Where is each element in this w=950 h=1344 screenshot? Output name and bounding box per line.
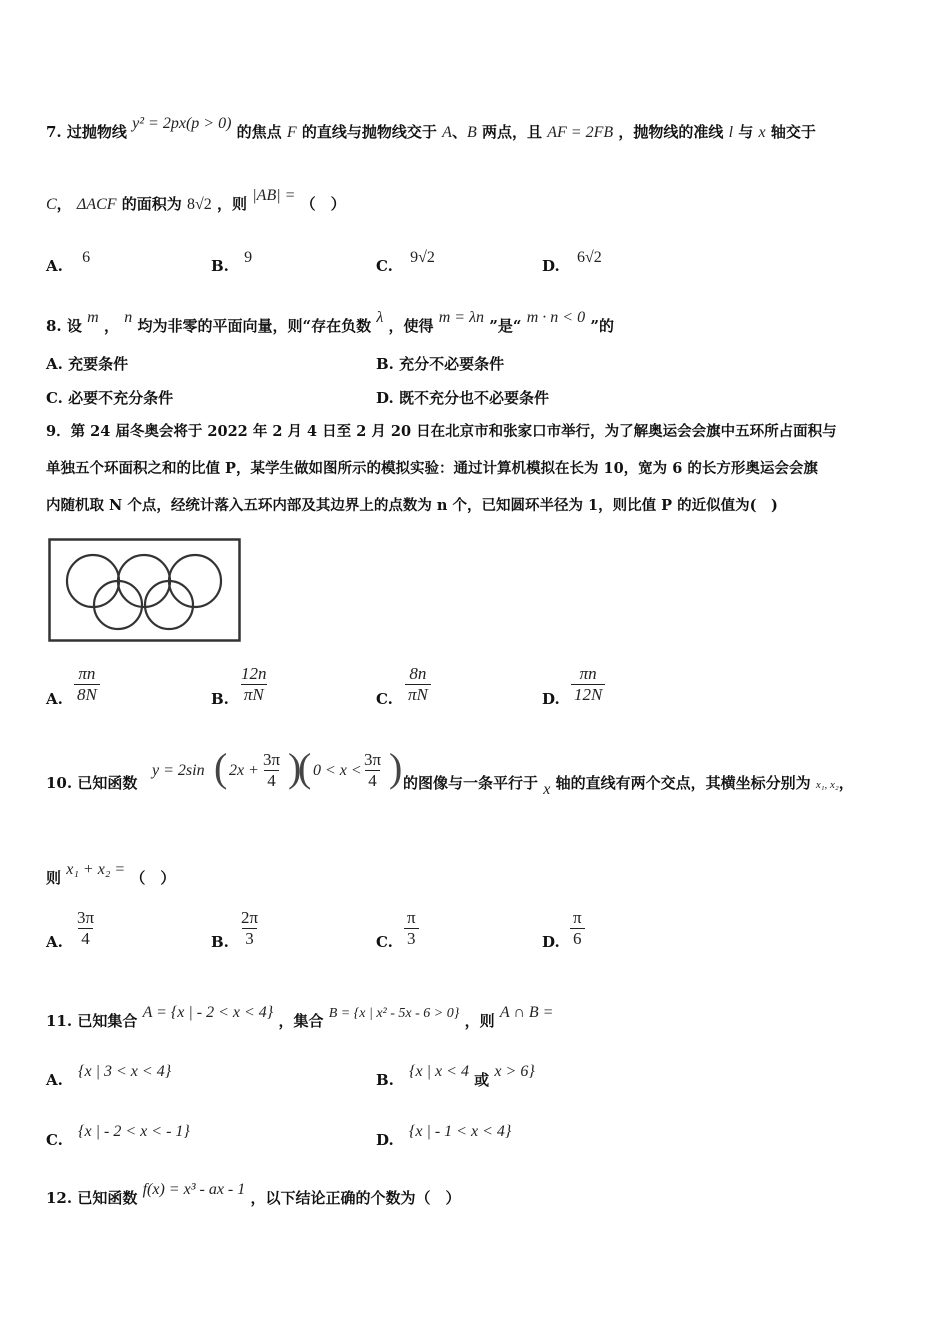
q10-line2: 则 x₁ + x₂ = （ ） xyxy=(46,861,176,887)
q10-option-a-fraction[interactable]: $\frac{3\pi}{4}$ xyxy=(77,908,95,948)
q7-option-c[interactable]: C. 9√2 xyxy=(376,249,435,275)
q10-paren-open-1: ( xyxy=(214,745,228,790)
q10-option-a-label[interactable]: A. xyxy=(46,933,63,951)
q9-option-d-label[interactable]: D. xyxy=(542,690,560,708)
q12-function: f(x) = x³ - ax - 1 xyxy=(142,1181,246,1198)
q10-option-b-fraction[interactable]: $\frac{2\pi}{3}$ xyxy=(241,908,259,948)
olympic-rings-figure xyxy=(48,538,242,643)
q11-number: 11. xyxy=(46,1012,73,1030)
q10-paren-close-2: ) xyxy=(389,745,403,790)
q7-parabola-eq: y² = 2px(p > 0) xyxy=(132,115,232,132)
q11-line1: 11. 已知集合 A = {x | - 2 < x < 4} ，集合 B = {x | x² - 5x - 6 > 0} ，则 A ∩ B = xyxy=(46,1004,554,1030)
q10-domain-fraction: $\frac{3\pi}{4}$ xyxy=(364,750,382,790)
q10-line1-rest: 的图像与一条平行于 x 轴的直线有两个交点，其横坐标分别为 x₁, x₂， xyxy=(403,774,854,798)
q7-ab: |AB| = xyxy=(252,187,296,204)
q11-option-a[interactable]: A. {x | 3 < x < 4} xyxy=(46,1063,172,1089)
q8-option-c[interactable]: C. 必要不充分条件 xyxy=(46,389,174,407)
q11-option-b[interactable]: B. {x | x < 4 或 x > 6} xyxy=(376,1063,535,1089)
q10-arg-fraction: $\frac{3\pi}{4}$ xyxy=(263,750,281,790)
q7-area: 8√2 xyxy=(187,196,212,213)
q8-option-d[interactable]: D. 既不充分也不必要条件 xyxy=(376,389,549,407)
q11-set-a: A = {x | - 2 < x < 4} xyxy=(142,1004,274,1021)
q8-line1: 8. 设 m ， n 均为非零的平面向量，则“存在负数 λ ，使得 m = λn ”是“ m · n < 0 ”的 xyxy=(46,309,614,335)
q9-option-b-label[interactable]: B. xyxy=(211,690,229,708)
q7-line2: C， ΔACF 的面积为 8√2 ，则 |AB| = （ ） xyxy=(46,187,346,213)
q10-paren-open-2: ( xyxy=(298,745,312,790)
q7-number: 7. xyxy=(46,123,62,141)
q11-intersection: A ∩ B = xyxy=(499,1004,554,1021)
q11-option-d[interactable]: D. {x | - 1 < x < 4} xyxy=(376,1123,512,1149)
q10-option-c-label[interactable]: C. xyxy=(376,933,393,951)
q12-number: 12. xyxy=(46,1189,73,1207)
q8-option-b[interactable]: B. 充分不必要条件 xyxy=(376,355,505,373)
q9-line3: 内随机取 N 个点，经统计落入五环内部及其边界上的点数为 n 个，已知圆环半径为 1，则比值 P 的近似值为( ) xyxy=(46,497,778,514)
q7-option-d[interactable]: D. 6√2 xyxy=(542,249,602,275)
q10-paren-close-1: ) xyxy=(288,745,302,790)
q7-option-b[interactable]: B. 9 xyxy=(211,249,253,275)
q11-option-c[interactable]: C. {x | - 2 < x < - 1} xyxy=(46,1123,190,1149)
q12-line1: 12. 已知函数 f(x) = x³ - ax - 1 ，以下结论正确的个数为（ ） xyxy=(46,1181,461,1207)
q9-line1: 9．第 24 届冬奥会将于 2022 年 2 月 4 日至 2 月 20 日在北京市和张家口市举行，为了解奥运会会旗中五环所占面积与 xyxy=(46,423,837,440)
q10-option-d-fraction[interactable]: $\frac{\pi}{6}$ xyxy=(570,908,585,949)
q7-option-a[interactable]: A. 6 xyxy=(46,249,91,275)
q10-function-lhs: y = 2sin xyxy=(152,762,205,779)
q10-option-b-label[interactable]: B. xyxy=(211,933,229,951)
q10-label: 10. 已知函数 xyxy=(46,774,138,792)
q9-option-a-label[interactable]: A. xyxy=(46,690,63,708)
q7-line1: 7. 过抛物线 y² = 2px(p > 0) 的焦点 F 的直线与抛物线交于 A、B 两点，且 AF = 2FB ，抛物线的准线 l 与 x 轴交于 xyxy=(46,115,816,141)
q11-set-b: B = {x | x² - 5x - 6 > 0} xyxy=(328,1006,460,1021)
q9-option-c-fraction[interactable]: $\frac{8n}{\pi N}$ xyxy=(405,664,431,705)
q7-vector-eq: AF = 2FB xyxy=(547,124,614,141)
q10-sum: x₁ + x₂ = xyxy=(66,861,126,878)
q9-option-b-fraction[interactable]: $\frac{12n}{\pi N}$ xyxy=(241,664,267,704)
q9-option-c-label[interactable]: C. xyxy=(376,690,393,708)
q10-option-d-label[interactable]: D. xyxy=(542,933,560,951)
q9-option-d-fraction[interactable]: $\frac{\pi n}{12N}$ xyxy=(571,664,605,705)
q10-number: 10. xyxy=(46,774,73,792)
q9-line2: 单独五个环面积之和的比值 P，某学生做如图所示的模拟实验：通过计算机模拟在长为 10，宽为 6 的长方形奥运会会旗 xyxy=(46,460,818,477)
q10-option-c-fraction[interactable]: $\frac{\pi}{3}$ xyxy=(404,908,419,949)
ring-3 xyxy=(169,555,221,607)
q8-option-a[interactable]: A. 充要条件 xyxy=(46,355,129,373)
q8-number: 8. xyxy=(46,317,62,335)
q9-option-a-fraction[interactable]: $\frac{\pi n}{8N}$ xyxy=(74,664,100,705)
